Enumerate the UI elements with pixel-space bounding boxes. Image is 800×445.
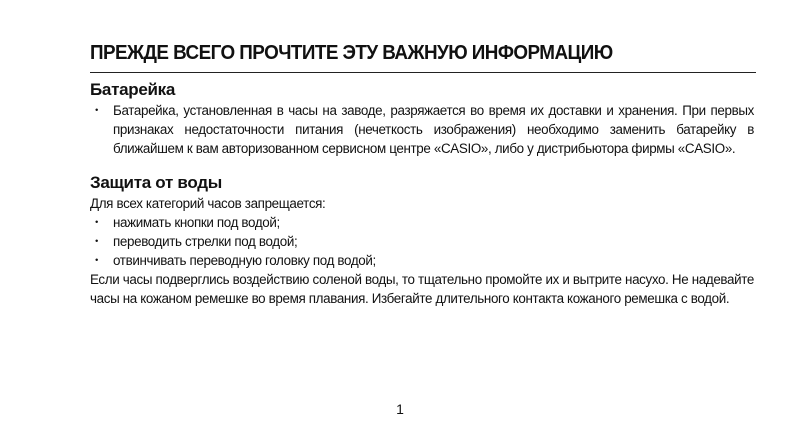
page-number: 1 [396,401,404,417]
battery-text: Батарейка, установленная в часы на заводе, разряжается во время их доставки и хранения. При первых признаках недостаточности питания (нечеткость изображения) необходимо заменить батарейку в ближайшем к вам авторизованном сервисном центре «CASIO», либо у дистрибьютора фирмы «CASIO». [113,103,754,156]
bullet-mark: ・ [90,103,104,118]
title-divider [90,72,756,73]
water-bullet-item [90,213,754,232]
bullet-mark: ・ [90,215,104,230]
water-bullet-item [90,232,754,251]
page-title: ПРЕЖДЕ ВСЕГО ПРОЧТИТЕ ЭТУ ВАЖНУЮ ИНФОРМАЦИЮ [90,41,613,64]
water-item-text: переводить стрелки под водой; [113,234,298,249]
document-page [90,38,754,308]
water-closing-paragraph: Если часы подверглись воздействию соленой воды, то тщательно промойте их и вытрите насухо. Не надевайте часы на кожаном ремешке во время плавания. Избегайте длительного контакта кожаного ремешка с водой. [90,272,754,306]
bullet-mark: ・ [90,253,104,268]
water-bullet-item [90,251,754,270]
battery-bullet-item [90,101,754,158]
water-item-text: отвинчивать переводную головку под водой; [113,253,376,268]
water-item-text: нажимать кнопки под водой; [113,215,280,230]
battery-heading: Батарейка [90,80,176,99]
water-intro: Для всех категорий часов запрещается: [90,196,326,211]
bullet-mark: ・ [90,234,104,249]
water-heading: Защита от воды [90,173,222,192]
